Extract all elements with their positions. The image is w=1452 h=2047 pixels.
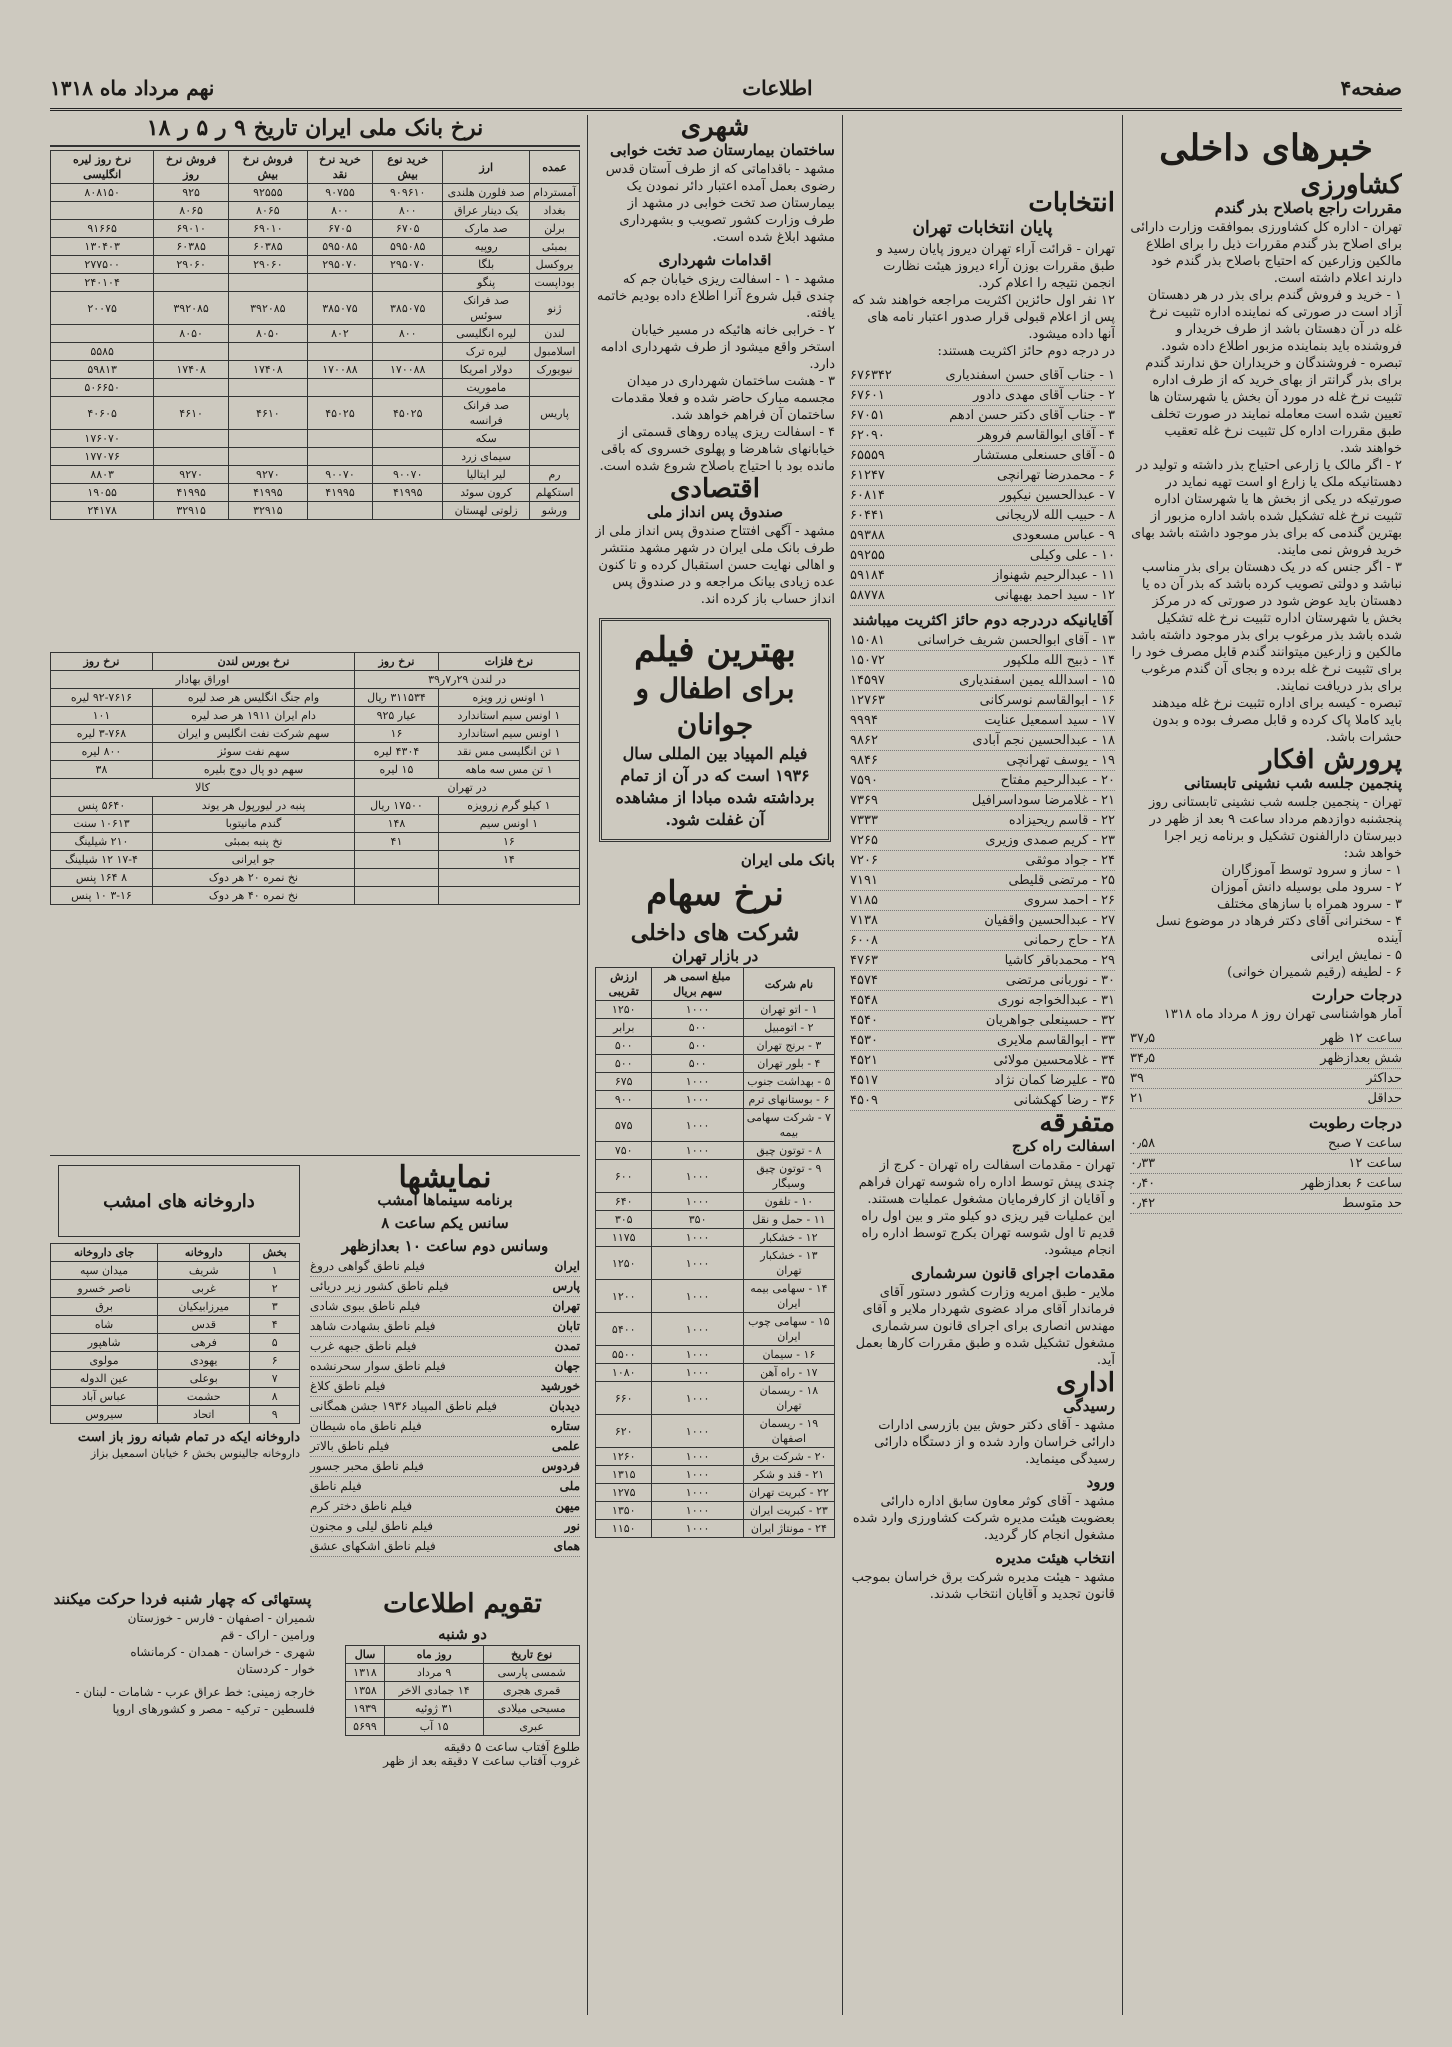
post-block xyxy=(50,1585,315,1718)
admin-b3: مشهد - هیئت مدیره شرکت برق خراسان بموجب قانون تجدید و آقایان انتخاب شدند. xyxy=(851,1570,1115,1602)
rates-block xyxy=(50,150,580,520)
table-row: ماموریت ۵۰۶۶۵۰ xyxy=(51,379,580,397)
table-header: نام شرکت مبلغ اسمی هر سهم بریال ارزش تقریبی xyxy=(596,968,835,1001)
list-item: ۲۰ - عبدالرحیم مفتاح ۷۵۹۰ xyxy=(850,771,1115,791)
agri-body: تهران - اداره کل کشاورزی بموافقت وزارت دارائی برای اصلاح بذر گندم مقررات ذیل را برای اطلاع مالکین وزارعین که احتیاج باصلاح بذر گندم خود دارند اعلام داشته است. ۱ - خرید و فروش گندم برای بذر در هر دهستان آزاد است در صورتی که نماینده اداره تثبیت نرخ غله در آن دهستان باشد از طرف خریدار و فروشنده باید بنماینده مزبور اطلاع داده شود. تبصره - فروشندگان و خریداران حق ندارند گندم برای بذر گرانتر از بهای خرید که از طرف اداره تثبیت نرخ غله در مورد آن بخش یا شهرستان ها تعیین شده است معامله نمایند در صورت تخلف طبق مقررات اداره کل تثبیت نرخ غله تعقیب خواهند شد. ۲ - اگر مالک یا زارعی احتیاج بذر داشته و تولید در دهستانیکه ملک یا زارع او است تهیه نماید در صورتیکه در یکی از بخش ها یا شهرستان اداره تثبیت نرخ غله تشکیل شده باشد اداره مزبور از بهترین گندمی که برای بذر موجود داشته باشد بهای خرید فروش نمی مایند. ۳ - اگر جنس که در یک دهستان برای بذر مناسب نباشد و دولتی تصویب کرده باشد که بذر آن ده یا دهستان باید عوض شود در صورتی که در مرکز بخش یا شهرستان اداره تثبیت نرخ غله تشکیل شده باشد بذر مرغوب برای بذر موجود داشته باشد مالکین و زارعین میتوانند گندم قابل مصرف خود را برای تثبیت نرخ غله برده و بجای آن گندم مرغوب برای بذر دریافت نمایند. تبصره - کیسه برای اداره تثبیت نرخ غله میدهند باید کاملا پاک کرده و قابل مصرف بوده و بدون حشرات باشد. xyxy=(1130,220,1402,745)
misc-b2: ملایر - طبق امریه وزارت کشور دستور آقای فرماندار آقای مراد عضوی شهردار ملایر و آقای مهندس انصاری برای اجرای قانون سرشماری مشغول تشکیل شده و طبق مقررات کارها بعمل آید. xyxy=(855,1285,1115,1368)
list-item: ۱۸ - عبدالحسین نجم آبادی ۹۸۶۲ xyxy=(850,731,1115,751)
table-row: ۲ غربی ناصر خسرو xyxy=(51,1280,300,1298)
shows-block xyxy=(310,1160,580,1557)
table-row: ۱ شریف میدان سپه xyxy=(51,1262,300,1280)
list-item: ۴ - آقای ابوالقاسم فروهر ۶۲۰۹۰ xyxy=(850,426,1115,446)
pharmacy-note: داروخانه ایکه در تمام شبانه روز باز است xyxy=(77,1430,300,1445)
list-item: ۲۹ - محمدباقر کاشیا ۴۷۶۳ xyxy=(850,951,1115,971)
list-item: ۲ - جناب آقای مهدی دادور ۶۷۶۰۱ xyxy=(850,386,1115,406)
city-b2: مشهد - ۱ - اسفالت ریزی خیابان جم که چندی قبل شروع آنرا اطلاع داده بودیم خاتمه یافته. ۲ - خرابی خانه هائیکه در مسیر خیابان استخر واقع میشود از طرف شهرداری ادامه دارد. ۳ - هشت ساختمان شهرداری در میدان مجسمه مبارک حاضر شده و فعلا مقدمات ساختمان آن فراهم خواهد شد. ۴ - اسفالت ریزی پیاده روهای قسمتی از خیابانهای شاهرضا و پهلوی خسروی که باقی مانده بود با احتیاج باصلاح شروع شده است. xyxy=(597,272,835,474)
shows-intro: برنامه سینماها امشب xyxy=(377,1191,513,1209)
list-item: ۲۶ - احمد سروی ۷۱۸۵ xyxy=(850,891,1115,911)
post-line: خوار - کردستان xyxy=(236,1662,315,1676)
shows-line1: سانس یکم ساعت ۸ xyxy=(381,1214,509,1232)
list-item: همای فیلم ناطق اشکهای عشق xyxy=(310,1537,580,1557)
table-row: ۷ - شرکت سهامی بیمه ۱۰۰۰ ۵۷۵ xyxy=(596,1109,835,1142)
elections-label: انتخابات xyxy=(1028,188,1115,218)
misc-b1: تهران - مقدمات اسفالت راه تهران - کرج از چندی پیش توسط اداره راه شوسه تهران فراهم و آقایان از کارفرمایان مشغول عملیات هستند. این عملیات قیر ریزی دو کیلو متر و بین اول راه قدیم تا اول شوسه تهران بکرج توسط اداره راه انجام میشود. xyxy=(858,1158,1115,1258)
table-row: ۱۰ - تلفون ۱۰۰۰ ۶۴۰ xyxy=(596,1193,835,1211)
misc-h2: مقدمات اجرای قانون سرشماری xyxy=(911,1264,1115,1282)
list-item: ۲۱ - غلامرضا سوداسرافیل ۷۳۶۹ xyxy=(850,791,1115,811)
film-ad-title: بهترین فیلم xyxy=(634,630,796,670)
table-row: ۱۴ جو ایرانی ۱۷-۴ ۱۲ شیلینگ xyxy=(51,851,580,869)
list-item: تمدن فیلم ناطق جبهه غرب xyxy=(310,1337,580,1357)
list-item: ۳۰ - نوربانی مرتضی ۴۵۷۴ xyxy=(850,971,1115,991)
header-paper: اطلاعات xyxy=(742,76,813,100)
table-row: ۷ بوعلی عین الدوله xyxy=(51,1370,300,1388)
table-header: عمده ارز خرید نوع بیش خرید نرخ نقد فروش نرخ بیش فروش نرخ روز نرخ روز لیره انگلیسی xyxy=(51,151,580,184)
table-row: در لندن ۲۹ر۷ر۳۹ اوراق بهادار xyxy=(51,671,580,689)
table-row: ۱ کیلو گرم زرویزه ۱۷۵۰۰ ریال پنبه در لیورپول هر یوند ۵۶۴۰ پنس xyxy=(51,797,580,815)
table-row: ۱۸ - ریسمان تهران ۱۰۰۰ ۶۶۰ xyxy=(596,1382,835,1415)
humid-label: درجات رطوبت xyxy=(1309,1114,1402,1132)
list-item: نور فیلم ناطق لیلی و مجنون xyxy=(310,1517,580,1537)
table-row: ۸ حشمت عباس آباد xyxy=(51,1388,300,1406)
list-item: ستاره فیلم ناطق ماه شیطان xyxy=(310,1417,580,1437)
list-item: ۱۴ - ذبیح الله ملکپور ۱۵۰۷۲ xyxy=(850,651,1115,671)
domestic-title: خبرهای داخلی xyxy=(1159,127,1373,169)
list-item: ۶ - محمدرضا تهرانچی ۶۱۲۴۷ xyxy=(850,466,1115,486)
table-row: ۴ - بلور تهران ۵۰۰ ۵۰۰ xyxy=(596,1055,835,1073)
list-item: فردوس فیلم ناطق محبر جسور xyxy=(310,1457,580,1477)
table-row: ۱۵ - سهامی چوب ایران ۱۰۰۰ ۵۴۰۰ xyxy=(596,1313,835,1346)
rates-title: نرخ بانک ملی ایران تاریخ ۹ ر ۵ ر ۱۸ xyxy=(50,115,580,147)
table-row: ۵ - بهداشت جنوب ۱۰۰۰ ۶۷۵ xyxy=(596,1073,835,1091)
list-item: ۳۵ - علیرضا کمان نژاد ۴۵۱۷ xyxy=(850,1071,1115,1091)
table-row: ۲۳ - کبریت ایران ۱۰۰۰ ۱۳۵۰ xyxy=(596,1502,835,1520)
post-line: ورامین - اراک - قم xyxy=(220,1628,315,1642)
list-item: ساعت ۶ بعدازظهر ۰٫۴۰ xyxy=(1130,1174,1402,1194)
table-row: ۱۳ - خشکبار تهران ۱۰۰۰ ۱۲۵۰ xyxy=(596,1247,835,1280)
list-item: ۱ - جناب آقای حسن اسفندیاری ۶۷۶۳۴۲ xyxy=(850,366,1115,386)
header-page: صفحه۴ xyxy=(1340,76,1402,100)
table-row: لندن لیره انگلیسی ۸۰۰ ۸۰۲ ۸۰۵۰ ۸۰۵۰ xyxy=(51,325,580,343)
table-row: ۹ - توتون چیق وسیگار ۱۰۰۰ ۶۰۰ xyxy=(596,1160,835,1193)
table-row: ۴ قدس شاه xyxy=(51,1316,300,1334)
table-row: ۱۴ - سهامی بیمه ایران ۱۰۰۰ ۱۲۰۰ xyxy=(596,1280,835,1313)
column-city xyxy=(595,115,835,2015)
bank-label: بانک ملی ایران xyxy=(740,851,835,869)
list-item: ۱۶ - ابوالقاسم نوسرکانی ۱۲۷۶۳ xyxy=(850,691,1115,711)
list-item: ۲۵ - مرتضی قلیطی ۷۱۹۱ xyxy=(850,871,1115,891)
list-item: ایران فیلم ناطق گواهی دروغ xyxy=(310,1257,580,1277)
table-row: سیمای زرد ۱۷۷۰۷۶ xyxy=(51,448,580,466)
table-row: ۳ میرزابیکیان برق xyxy=(51,1298,300,1316)
table-row: ۱ اونس زر ویزه ۳۱۱۵۳۴ ریال وام جنگ انگلیس هر صد لیره ۹۲-۷۶۱۶ لیره xyxy=(51,689,580,707)
table-row: ۱۱ - حمل و نقل ۳۵۰ ۳۰۵ xyxy=(596,1211,835,1229)
list-item: ۱۹ - یوسف تهرانچی ۹۸۴۶ xyxy=(850,751,1115,771)
table-row: در تهران کالا xyxy=(51,779,580,797)
table-row: شمسی پارسی ۹ مرداد ۱۳۱۸ xyxy=(346,1664,580,1682)
table-row: ۲۱ - قند و شکر ۱۰۰۰ ۱۳۱۵ xyxy=(596,1466,835,1484)
table-row: ۱ تن مس سه ماهه ۱۵ لیره سهم دو پال دوج بلیره ۳۸ xyxy=(51,761,580,779)
table-row: آمستردام صد فلورن هلندی ۹۰۹۶۱۰ ۹۰۷۵۵ ۹۲۵۵۵ ۹۲۵ ۸۰۸۱۵۰ xyxy=(51,184,580,202)
stocks-sub: شرکت های داخلی xyxy=(630,920,800,946)
elections-headline: پایان انتخابات تهران xyxy=(912,218,1053,238)
list-item: ۱۲ - سید احمد بهبهانی ۵۸۷۷۸ xyxy=(850,586,1115,606)
table-row: ۶ - بوستانهای ترم ۱۰۰۰ ۹۰۰ xyxy=(596,1091,835,1109)
sunset: غروب آفتاب ساعت ۷ دقیقه بعد از ظهر xyxy=(383,1754,580,1768)
list-item: ۲۷ - عبدالحسین واقفیان ۷۱۳۸ xyxy=(850,911,1115,931)
table-row: ۱۹ - ریسمان اصفهان ۱۰۰۰ ۶۲۰ xyxy=(596,1415,835,1448)
table-header: نوع تاریخ روز ماه سال xyxy=(346,1646,580,1664)
list-item: ساعت ۱۲ ۰٫۳۳ xyxy=(1130,1154,1402,1174)
list-item: ساعت ۷ صبح ۰٫۵۸ xyxy=(1130,1134,1402,1154)
shows-title: نمایشها xyxy=(398,1160,492,1195)
table-row: ۲۴ - مونتاژ ایران ۱۰۰۰ ۱۱۵۰ xyxy=(596,1520,835,1538)
city-h1: ساختمان بیمارستان صد تخت خوابی xyxy=(609,141,835,159)
table-row: ۱ اونس سیم استاندارد ۱۶ سهم شرکت نفت انگلیس و ایران ۳-۷۶۸ لیره xyxy=(51,725,580,743)
table-row: قمری هجری ۱۴ جمادی الاخر ۱۳۵۸ xyxy=(346,1682,580,1700)
stocks-title: نرخ سهام xyxy=(646,874,784,914)
list-item: ۹ - عباس مسعودی ۵۹۳۸۸ xyxy=(850,526,1115,546)
list-item: ۳۲ - حسینعلی جواهریان ۴۵۴۰ xyxy=(850,1011,1115,1031)
calendar-block xyxy=(345,1585,580,1768)
humid-list xyxy=(1130,1134,1402,1214)
elections-sub: آقایانیکه دردرجه دوم حائز اکثریت میباشند xyxy=(852,611,1113,629)
sunrise: طلوع آفتاب ساعت ۵ دقیقه xyxy=(443,1740,580,1754)
pharmacy-note2: داروخانه جالینوس بخش ۶ خیابان اسمعیل بزاز xyxy=(90,1447,300,1460)
pharmacy-table xyxy=(50,1243,300,1424)
table-row: ژنو صد فرانک سوئس ۳۸۵۰۷۵ ۳۸۵۰۷۵ ۳۹۲۰۸۵ ۳۹۲۰۸۵ ۲۰۰۷۵ xyxy=(51,292,580,325)
table-row: عبری ۱۵ آب ۵۶۹۹ xyxy=(346,1718,580,1736)
pharmacy-block xyxy=(50,1165,300,1460)
table-row: برلن صد مارک ۶۷۰۵ ۶۷۰۵ ۶۹۰۱۰ ۶۹۰۱۰ ۹۱۶۶۵ xyxy=(51,220,580,238)
table-row: ۱۷ - راه آهن ۱۰۰۰ ۱۰۸۰ xyxy=(596,1364,835,1382)
list-item: ۲۴ - جواد موثقی ۷۲۰۶ xyxy=(850,851,1115,871)
table-row: ۱ تن انگلیسی مس نقد ۴۳۰۴ لیره سهم نفت سوئز ۸۰۰ لیره xyxy=(51,743,580,761)
metals-block xyxy=(50,652,580,905)
page-header xyxy=(50,68,1402,111)
list-item: ۸ - حبیب الله لاریجانی ۶۰۴۴۱ xyxy=(850,506,1115,526)
table-row: ورشو زلوتی لهستان ۳۲۹۱۵ ۳۲۹۱۵ ۲۴۱۷۸ xyxy=(51,502,580,520)
shows-line2: وسانس دوم ساعت ۱۰ بعدازظهر xyxy=(341,1237,549,1255)
list-item: تابان فیلم ناطق بشهادت شاهد xyxy=(310,1317,580,1337)
elections-body: تهران - قرائت آراء تهران دیروز پایان رسید و طبق مقررات بوزن آراء دیروز هیئت نظارت انجمن نتیجه را اعلام کرد. ۱۲ نفر اول حائزین اکثریت مراجعه خواهند شد که پس از اعلام قبولی قرار صدور اعتبار نامه های آنها داده میشود. در درجه دوم حائز اکثریت هستند: xyxy=(851,242,1115,359)
temp-list xyxy=(1130,1029,1402,1109)
list-item: پارس فیلم ناطق کشور زیر دریائی xyxy=(310,1277,580,1297)
agri-label: کشاورزی xyxy=(1300,170,1402,200)
table-row: ۱۶ ۴۱ نخ پنبه بمبئی ۲۱۰ شیلینگ xyxy=(51,833,580,851)
list-item: ۱۷ - سید اسمعیل عنایت ۹۹۹۴ xyxy=(850,711,1115,731)
econ-label: اقتصادی xyxy=(670,474,760,504)
misc-h1: اسفالت راه کرج xyxy=(1011,1137,1115,1155)
admin-h2: ورود xyxy=(1086,1473,1115,1491)
list-item: ۱۳ - آقای ابوالحسن شریف خراسانی ۱۵۰۸۱ xyxy=(850,631,1115,651)
list-item: ۱۵ - اسدالله یمین اسفندیاری ۱۴۵۹۷ xyxy=(850,671,1115,691)
admin-b1: مشهد - آقای دکتر حوش بین بازرسی ادارات دارائی خراسان وارد شده و از دستگاه دارائی رسیدگی مینماید. xyxy=(874,1418,1115,1467)
divider xyxy=(587,115,588,2015)
list-item: خورشید فیلم ناطق کلاغ xyxy=(310,1377,580,1397)
table-row: ۱ اونس سیم ۱۴۸ گندم مانیتوبا ۱۰۶۱۳ سنت xyxy=(51,815,580,833)
table-row: ۱۲ - خشکبار ۱۰۰۰ ۱۱۷۵ xyxy=(596,1229,835,1247)
list-item: میهن فیلم ناطق دختر کرم xyxy=(310,1497,580,1517)
admin-label: اداری xyxy=(1056,1368,1115,1398)
table-row: نخ نمره ۲۰ هر دوک ۸ ۱۶۴ پنس xyxy=(51,869,580,887)
table-row: ۸ - توتون چیق ۱۰۰۰ ۷۵۰ xyxy=(596,1142,835,1160)
culture-label: پرورش افکار xyxy=(1260,745,1402,775)
table-row: مسیحی میلادی ۳۱ ژوئیه ۱۹۳۹ xyxy=(346,1700,580,1718)
list-item: ۵ - آقای حسنعلی مستشار ۶۵۵۵۹ xyxy=(850,446,1115,466)
header-date: نهم مرداد ماه ۱۳۱۸ xyxy=(50,76,215,100)
table-row: ۵ فرهی شاهپور xyxy=(51,1334,300,1352)
table-row: ۲۰ - شرکت برق ۱۰۰۰ ۱۲۶۰ xyxy=(596,1448,835,1466)
table-row: سکه ۱۷۶۰۷۰ xyxy=(51,430,580,448)
admin-h3: انتخاب هیئت مدیره xyxy=(995,1549,1115,1567)
calendar-day: دو شنبه xyxy=(438,1625,487,1643)
table-row: نیویورک دولار امریکا ۱۷۰۰۸۸ ۱۷۰۰۸۸ ۱۷۴۰۸ ۱۷۴۰۸ ۵۹۸۱۳ xyxy=(51,361,580,379)
divider xyxy=(842,115,843,2015)
list-item: ۳۶ - رضا کهکشانی ۴۵۰۹ xyxy=(850,1091,1115,1111)
list-item: ۳۳ - ابوالقاسم ملایری ۴۵۳۰ xyxy=(850,1031,1115,1051)
list-item: ملی فیلم ناطق xyxy=(310,1477,580,1497)
list-item: تهران فیلم ناطق ببوی شادی xyxy=(310,1297,580,1317)
temp-label: درجات حرارت xyxy=(1311,986,1402,1004)
table-row: رم لیر ایتالیا ۹۰۰۷۰ ۹۰۰۷۰ ۹۲۷۰ ۹۲۷۰ ۸۸۰۳ xyxy=(51,466,580,484)
rates-table xyxy=(50,150,580,520)
econ-b: مشهد - آگهی افتتاح صندوق پس انداز ملی از طرف بانک ملی ایران در شهر مشهد منتشر و اهالی نهایت حسن استقبال کرده و تا کنون عده زیادی بیانک مراجعه و در صندوق پس انداز حساب باز کرده اند. xyxy=(595,524,835,607)
metals-table xyxy=(50,652,580,905)
film-ad-desc: فیلم المپیاد بین المللی سال ۱۹۳۶ است که در آن از تمام برداشته شده مبادا از مشاهده آن غفلت شود. xyxy=(615,744,815,829)
table-row: بوداپست پنگو ۲۴۰۱۰۴ xyxy=(51,274,580,292)
elections-list-1 xyxy=(850,366,1115,606)
column-agriculture xyxy=(1130,115,1402,2015)
list-item: ساعت ۱۲ ظهر ۳۷٫۵ xyxy=(1130,1029,1402,1049)
post-abroad: خارجه زمینی: خط عراق عرب - شامات - لبنان - فلسطین - ترکیه - مصر و کشورهای اروپا xyxy=(75,1685,315,1716)
city-label: شهری xyxy=(680,115,750,142)
table-row: ۱۶ - سیمان ۱۰۰۰ ۵۵۰۰ xyxy=(596,1346,835,1364)
agri-headline: مقررات راجع باصلاح بذر گندم xyxy=(1214,199,1402,217)
list-item: ۳۴ - غلامحسین مولائی ۴۵۲۱ xyxy=(850,1051,1115,1071)
temp-body: آمار هواشناسی تهران روز ۸ مرداد ماه ۱۳۱۸ xyxy=(1163,1007,1402,1022)
table-row: ۶ یهودی مولوی xyxy=(51,1352,300,1370)
list-item: ۳ - جناب آقای دکتر حسن ادهم ۶۷۰۵۱ xyxy=(850,406,1115,426)
table-row: اسلامبول لیره ترک ۵۵۸۵ xyxy=(51,343,580,361)
list-item: دیدبان فیلم ناطق المپیاد ۱۹۳۶ جشن همگانی xyxy=(310,1397,580,1417)
list-item: حد متوسط ۰٫۴۲ xyxy=(1130,1194,1402,1214)
table-row: ۱ - اتو تهران ۱۰۰۰ ۱۲۵۰ xyxy=(596,1001,835,1019)
list-item: شش بعدازظهر ۳۴٫۵ xyxy=(1130,1049,1402,1069)
stocks-table xyxy=(595,967,835,1538)
list-item: حداکثر ۳۹ xyxy=(1130,1069,1402,1089)
post-line: شهری - خراسان - همدان - کرمانشاه xyxy=(130,1645,315,1659)
table-row: پاریس صد فرانک فرانسه ۴۵۰۲۵ ۴۵۰۲۵ ۴۶۱۰ ۴۶۱۰ ۴۰۶۰۵ xyxy=(51,397,580,430)
table-row: بمبئی روپیه ۵۹۵۰۸۵ ۵۹۵۰۸۵ ۶۰۳۸۵ ۶۰۳۸۵ ۱۳۰۴۰۳ xyxy=(51,238,580,256)
calendar-table xyxy=(345,1645,580,1736)
shows-list xyxy=(310,1257,580,1557)
divider xyxy=(50,1155,580,1156)
table-row: بروکسل بلگا ۲۹۵۰۷۰ ۲۹۵۰۷۰ ۲۹۰۶۰ ۲۹۰۶۰ ۲۷۷۵۰۰ xyxy=(51,256,580,274)
list-item: ۲۸ - حاج رحمانی ۶۰۰۸ xyxy=(850,931,1115,951)
list-item: ۲۳ - کریم صمدی وزیری ۷۲۶۵ xyxy=(850,831,1115,851)
table-row: ۳ - برنج تهران ۵۰۰ ۵۰۰ xyxy=(596,1037,835,1055)
film-ad-sub: برای اطفال و جوانان xyxy=(635,672,795,741)
econ-h: صندوق پس انداز ملی xyxy=(646,503,784,521)
table-header: بخش داروخانه جای داروخانه xyxy=(51,1244,300,1262)
culture-body: تهران - پنجمین جلسه شب نشینی تابستانی روز پنجشنبه دوازدهم مرداد ساعت ۹ بعد از ظهر در دبیرستان دارالفنون تشکیل و برنامه زیر اجرا خواهد شد: ۱ - ساز و سرود توسط آموزگاران ۲ - سرود ملی بوسیله دانش آموزان ۳ - سرود همراه با سازهای مختلف ۴ - سخنرانی آقای دکتر فرهاد در موضوع نسل آینده ۵ - نمایش ایرانی ۶ - لطیفه (رقیم شمیران خوانی) xyxy=(1149,795,1402,980)
table-row: استکهلم کرون سوئد ۴۱۹۹۵ ۴۱۹۹۵ ۴۱۹۹۵ ۴۱۹۹۵ ۱۹۰۵۵ xyxy=(51,484,580,502)
table-header: نرخ فلزات نرخ روز نرخ بورس لندن نرخ روز xyxy=(51,653,580,671)
city-b1: مشهد - باقداماتی که از طرف آستان قدس رضوی بعمل آمده اعتبار دائر نمودن یک بیمارستان صد تخت خوابی در مشهد از طرف وزارت کشور تصویب و بشهرداری مشهد ابلاغ شده است. xyxy=(605,162,835,245)
table-row: ۱ اونس سیم استاندارد عیار ۹۲۵ دام ایران ۱۹۱۱ هر صد لیره ۱۰۱ xyxy=(51,707,580,725)
misc-label: متفرقه xyxy=(1039,1108,1115,1138)
list-item: ۱۰ - علی وکیلی ۵۹۲۵۵ xyxy=(850,546,1115,566)
list-item: علمی فیلم ناطق بالاتر xyxy=(310,1437,580,1457)
list-item: جهان فیلم ناطق سوار سحرنشده xyxy=(310,1357,580,1377)
calendar-title: تقویم اطلاعات xyxy=(383,1589,542,1619)
post-title: پستهائی که چهار شنبه فردا حرکت میکنند xyxy=(53,1590,312,1608)
list-item: ۳۱ - عبدالخواجه نوری ۴۵۴۸ xyxy=(850,991,1115,1011)
list-item: ۷ - عبدالحسین نیکپور ۶۰۸۱۴ xyxy=(850,486,1115,506)
culture-headline: پنجمین جلسه شب نشینی تابستانی xyxy=(1183,774,1402,792)
elections-list-2 xyxy=(850,631,1115,1111)
list-item: ۱۱ - عبدالرحیم شهنواز ۵۹۱۸۴ xyxy=(850,566,1115,586)
post-line: شمیران - اصفهان - فارس - خوزستان xyxy=(127,1611,315,1625)
admin-h1: رسیدگی xyxy=(1063,1397,1115,1415)
table-row: ۲۲ - کبریت تهران ۱۰۰۰ ۱۲۷۵ xyxy=(596,1484,835,1502)
stocks-place: در بازار تهران xyxy=(671,947,759,965)
pharmacy-illustration: داروخانه های امشب xyxy=(58,1165,300,1237)
admin-b2: مشهد - آقای کوثر معاون سابق اداره دارائی بعضویت هیئت مدیره شرکت کشاورزی وارد شده مشغول انجام کار گردید. xyxy=(852,1494,1115,1543)
column-elections xyxy=(850,115,1115,2015)
list-item: حداقل ۲۱ xyxy=(1130,1089,1402,1109)
list-item: ۲۲ - قاسم ریحیزاده ۷۳۳۳ xyxy=(850,811,1115,831)
table-row: ۹ اتحاد سیروس xyxy=(51,1406,300,1424)
table-row: بغداد یک دینار عراق ۸۰۰ ۸۰۰ ۸۰۶۵ ۸۰۶۵ xyxy=(51,202,580,220)
table-row: نخ نمره ۴۰ هر دوک ۳-۱۶ ۱۰ پنس xyxy=(51,887,580,905)
film-ad xyxy=(599,618,831,842)
divider xyxy=(1122,115,1123,2015)
table-row: ۲ - اتومبیل ۵۰۰ برابر xyxy=(596,1019,835,1037)
city-h2: اقدامات شهرداری xyxy=(658,251,772,269)
